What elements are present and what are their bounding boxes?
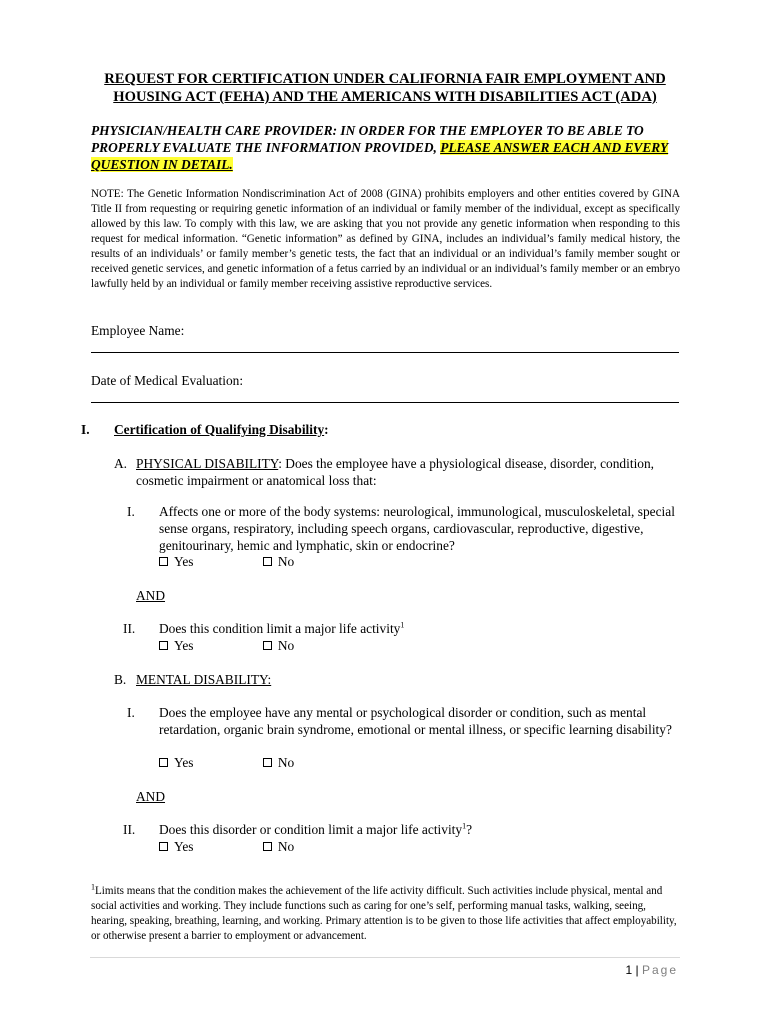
part-a-letter: A. bbox=[114, 456, 128, 471]
part-a-q1-number: I. bbox=[127, 504, 135, 519]
part-a-and: AND bbox=[136, 588, 166, 603]
part-b-q2-yes-checkbox[interactable] bbox=[159, 838, 193, 855]
date-evaluation-line[interactable] bbox=[91, 402, 679, 403]
instructions-text: PHYSICIAN/HEALTH CARE PROVIDER: IN ORDER FOR THE EMPLOYER TO BE ABLE TO PROPERLY EVALUATE THE INFORMATION PROVIDED, bbox=[91, 123, 644, 155]
section-number: I. bbox=[81, 422, 90, 437]
no-label: No bbox=[277, 755, 295, 770]
part-b-q2-no-checkbox[interactable] bbox=[263, 838, 294, 855]
part-b-heading: MENTAL DISABILITY: bbox=[136, 672, 272, 687]
checkbox-icon bbox=[263, 842, 272, 851]
gina-note: NOTE: The Genetic Information Nondiscrimination Act of 2008 (GINA) prohibits employers and other entities covered by GINA Title II from requesting or requiring genetic information of an individual or family member of the individual, except as specifically allowed by this law. To comply with this law, we are asking that you not provide any genetic information when responding to this request for medical information. “Genetic information” as defined by GINA, includes an individual’s family medical history, the results of an individuals’ or family member’s genetic tests, the fact that an individual or an individual’s family member sought or received genetic services, and genetic information of a fetus carried by an individual or an individual’s family member or an embryo lawfully held by an individual or family member receiving assistive reproductive services. bbox=[91, 188, 680, 290]
footer-divider bbox=[90, 957, 680, 958]
yes-label: Yes bbox=[174, 554, 194, 569]
checkbox-icon bbox=[159, 842, 168, 851]
employee-name-line[interactable] bbox=[91, 352, 679, 353]
part-a-q1-yes-checkbox[interactable] bbox=[159, 553, 193, 570]
part-a-heading: PHYSICAL DISABILITY bbox=[136, 456, 279, 471]
part-a-question bbox=[136, 455, 686, 489]
footnote bbox=[91, 884, 681, 944]
part-b-q2-text: Does this disorder or condition limit a major life activity bbox=[159, 822, 463, 837]
date-evaluation-label: Date of Medical Evaluation: bbox=[91, 373, 244, 388]
part-b-q2-question bbox=[159, 821, 679, 838]
checkbox-icon bbox=[263, 758, 272, 767]
part-b-q1-no-checkbox[interactable] bbox=[263, 754, 294, 771]
page-number bbox=[625, 963, 678, 977]
part-b-q1-number: I. bbox=[127, 705, 135, 720]
checkbox-icon bbox=[263, 641, 272, 650]
part-a-q2-question bbox=[159, 620, 679, 637]
yes-label: Yes bbox=[174, 638, 194, 653]
part-b-q2-options bbox=[159, 838, 294, 855]
checkbox-icon bbox=[159, 758, 168, 767]
checkbox-icon bbox=[159, 557, 168, 566]
footnote-marker: 1 bbox=[91, 882, 95, 892]
no-label: No bbox=[277, 638, 295, 653]
yes-label: Yes bbox=[174, 839, 194, 854]
employee-name-label: Employee Name: bbox=[91, 323, 185, 338]
part-a-q1-no-checkbox[interactable] bbox=[263, 553, 294, 570]
part-a-q2-text: Does this condition limit a major life activity bbox=[159, 621, 401, 636]
instructions-highlight: PLEASE ANSWER EACH AND EVERY QUESTION IN DETAIL. bbox=[91, 140, 669, 172]
part-b-and: AND bbox=[136, 789, 166, 804]
part-b-q2-number: II. bbox=[123, 822, 136, 837]
part-a-q1-options bbox=[159, 553, 294, 570]
no-label: No bbox=[277, 839, 295, 854]
section-title bbox=[114, 421, 329, 438]
part-a-text: : Does the employee have a physiological disease, disorder, condition, cosmetic impairment or anatomical loss that: bbox=[136, 456, 655, 488]
footnote-ref: 1 bbox=[400, 620, 405, 630]
checkbox-icon bbox=[159, 641, 168, 650]
checkbox-icon bbox=[263, 557, 272, 566]
title-line-2: HOUSING ACT (FEHA) AND THE AMERICANS WITH DISABILITIES ACT (ADA) bbox=[113, 89, 657, 105]
page-number-value: 1 bbox=[625, 963, 633, 977]
section-title-text: Certification of Qualifying Disability bbox=[114, 422, 325, 437]
part-b-q1-text: Does the employee have any mental or psychological disorder or condition, such as mental retardation, organic brain syndrome, emotional or mental illness, or specific learning disability? bbox=[159, 705, 672, 737]
part-a-q1-text: Affects one or more of the body systems: neurological, immunological, musculoskeletal, special sense organs, respiratory, including speech organs, cardiovascular, reproductive, digestive, genitourinary, hemic and lymphatic, skin or endocrine? bbox=[159, 504, 675, 553]
document-title bbox=[60, 70, 710, 106]
title-line-1: REQUEST FOR CERTIFICATION UNDER CALIFORNIA FAIR EMPLOYMENT AND bbox=[104, 71, 666, 87]
part-b-q1-yes-checkbox[interactable] bbox=[159, 754, 193, 771]
footnote-text: Limits means that the condition makes the achievement of the life activity difficult. Such activities include physical, mental and social activities and working. They include functions such as caring for one’s self, performing manual tasks, walking, seeing, hearing, speaking, breathing, learning, and working. Primary attention is to be given to those life activities that affect employability, or otherwise present a barrier to employment or advancement. bbox=[91, 885, 677, 942]
part-b-q1-options bbox=[159, 754, 294, 771]
part-b-q2-after: ? bbox=[466, 822, 473, 837]
page-label: Page bbox=[641, 963, 678, 977]
no-label: No bbox=[277, 554, 295, 569]
section-title-colon: : bbox=[324, 422, 329, 437]
yes-label: Yes bbox=[174, 755, 194, 770]
footnote-ref: 1 bbox=[462, 821, 467, 831]
part-b-letter: B. bbox=[114, 672, 127, 687]
part-a-q2-options bbox=[159, 637, 294, 654]
part-a-q2-number: II. bbox=[123, 621, 136, 636]
part-a-q2-no-checkbox[interactable] bbox=[263, 637, 294, 654]
page-separator: | bbox=[635, 963, 639, 977]
provider-instructions bbox=[91, 122, 691, 173]
part-a-q2-yes-checkbox[interactable] bbox=[159, 637, 193, 654]
